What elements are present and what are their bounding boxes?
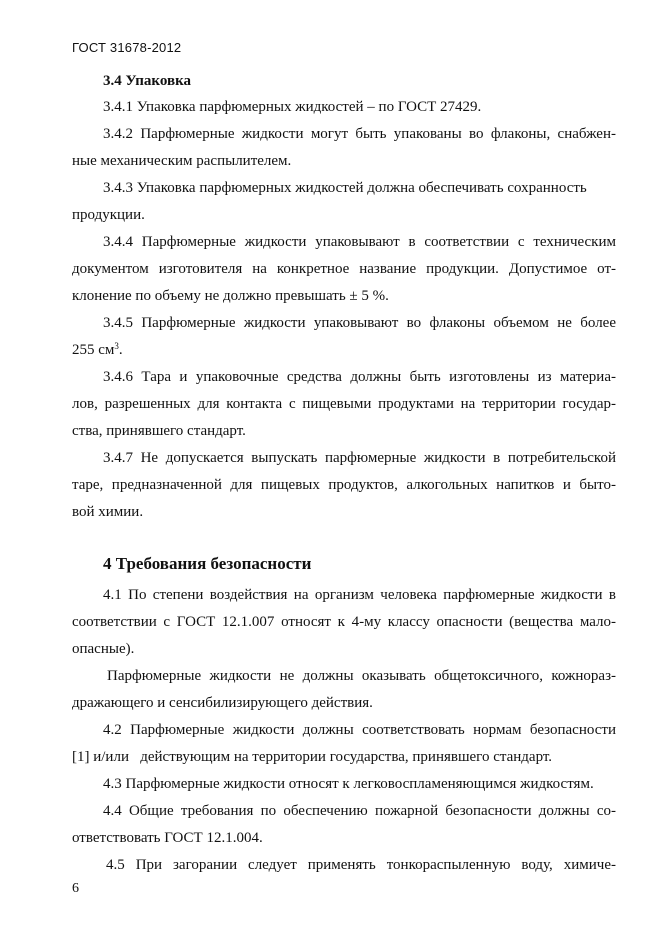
paragraph-line: 4.1 По степени воздействия на организм человека парфюмерные жидкости в xyxy=(103,587,616,603)
paragraph-line: Парфюмерные жидкости не должны оказывать общетоксичного, кожнораз- xyxy=(107,668,616,684)
paragraph-line: лов, разрешенных для контакта с пищевыми продуктами на территории государ- xyxy=(72,396,616,412)
paragraph-line: 3.4.3 Упаковка парфюмерных жидкостей должна обеспечивать сохранность xyxy=(103,180,587,196)
paragraph-line: вой химии. xyxy=(72,504,144,520)
paragraph-line: таре, предназначенной для пищевых продуктов, алкогольных напитков и быто- xyxy=(72,477,616,493)
paragraph-line: 3.4.2 Парфюмерные жидкости могут быть упакованы во флаконы, снабжен- xyxy=(103,126,616,142)
paragraph-line: опасные). xyxy=(72,641,135,657)
paragraph-line: 3.4.1 Упаковка парфюмерных жидкостей – по ГОСТ 27429. xyxy=(103,99,482,115)
paragraph-line: 3.4.7 Не допускается выпускать парфюмерные жидкости в потребительской xyxy=(103,450,616,466)
volume-text: 255 см xyxy=(72,342,115,358)
section-title: 4 Требования безопасности xyxy=(103,554,312,573)
paragraph-line: ответствовать ГОСТ 12.1.004. xyxy=(72,830,263,846)
paragraph-line: 4.2 Парфюмерные жидкости должны соответствовать нормам безопасности xyxy=(103,722,616,738)
paragraph-line: продукции. xyxy=(72,207,145,223)
paragraph-line: 4.5 При загорании следует применять тонкораспыленную воду, химиче- xyxy=(106,857,616,873)
page-number: 6 xyxy=(72,881,79,896)
paragraph-line: 3.4.5 Парфюмерные жидкости упаковывают во флаконы объемом не более xyxy=(103,315,616,331)
paragraph-line: документом изготовителя на конкретное название продукции. Допустимое от- xyxy=(72,261,616,277)
paragraph-line: соответствии с ГОСТ 12.1.007 относят к 4-му классу опасности (вещества мало- xyxy=(72,614,616,630)
subsection-title: 3.4 Упаковка xyxy=(103,73,192,89)
document-header: ГОСТ 31678-2012 xyxy=(72,40,182,55)
paragraph-line: 3.4.6 Тара и упаковочные средства должны быть изготовлены из материа- xyxy=(103,369,616,385)
paragraph-line: ства, принявшего стандарт. xyxy=(72,423,246,439)
paragraph-line: 3.4.4 Парфюмерные жидкости упаковывают в соответствии с техническим xyxy=(103,234,616,250)
paragraph-line: [1] и/или действующим на территории государства, принявшего стандарт. xyxy=(72,749,553,765)
paragraph-line: клонение по объему не должно превышать ± 5 %. xyxy=(72,288,389,304)
paragraph-line: 4.4 Общие требования по обеспечению пожарной безопасности должны со- xyxy=(103,803,616,819)
superscript-3: 3 xyxy=(114,341,119,351)
paragraph-line: дражающего и сенсибилизирующего действия. xyxy=(72,695,373,711)
paragraph-line xyxy=(72,341,616,359)
paragraph-line: ные механическим распылителем. xyxy=(72,153,292,169)
period: . xyxy=(118,342,123,358)
paragraph-line: 4.3 Парфюмерные жидкости относят к легковоспламеняющимся жидкостям. xyxy=(103,776,594,792)
